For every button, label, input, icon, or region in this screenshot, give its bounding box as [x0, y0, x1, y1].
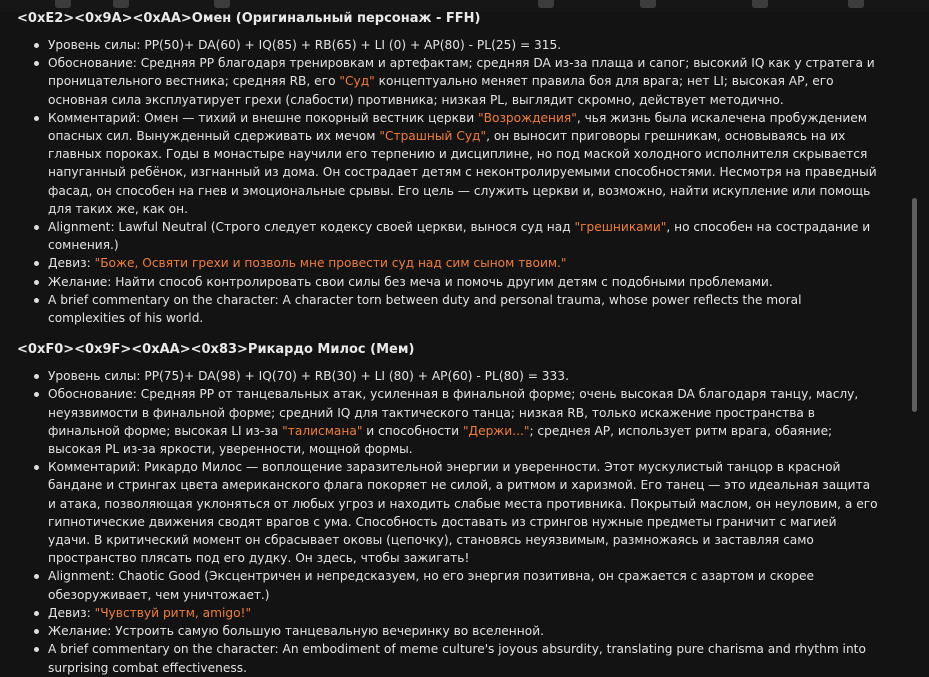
scrollbar-thumb[interactable]: [912, 198, 917, 412]
list-item: [48, 567, 881, 603]
item-text: Обоснование: Средняя PP благодаря тренировкам и артефактам; средняя DA из-за плаща и сапог; высокий IQ как у стратега и проницательного вестника; средняя RB, его: [48, 56, 875, 89]
section-title-ricardo: <0xF0><0x9F><0xAA><0x83>Рикардо Милос (Мем): [17, 342, 415, 358]
list-item: [48, 54, 881, 109]
item-text: Уровень силы: PP(50)+ DA(60) + IQ(85) + RB(65) + LI (0) + AP(80) - PL(25) = 315.: [48, 38, 562, 52]
list-item: [48, 36, 881, 54]
list-item: [48, 218, 881, 254]
list-item: [48, 640, 881, 676]
omen-list: [17, 36, 881, 327]
item-text: Комментарий: Омен — тихий и внешне покорный вестник церкви: [48, 110, 479, 125]
item-text: ; среднея AP, использует ритм врага, обаяние; высокая PL из-за яркости, уверенности, мощной формы.: [48, 423, 833, 457]
highlighted-text: "Суд": [339, 74, 375, 89]
item-text: Девиз:: [48, 605, 95, 620]
list-item: [48, 385, 881, 458]
item-text: , чья жизнь была искалечена пробуждением опасных сил. Вынужденный сдерживать их мечом: [48, 110, 867, 144]
list-item: [48, 291, 881, 327]
item-text: Alignment: Lawful Neutral (Строго следует кодексу своей церкви, вынося суд над: [48, 220, 575, 235]
message-content: [17, 8, 881, 677]
list-item: [48, 622, 881, 640]
toolbar-icon-6[interactable]: [752, 0, 768, 8]
ricardo-list: [17, 367, 881, 676]
item-text: Комментарий: Рикардо Милос — воплощение заразительной энергии и уверенности. Этот мускулистый танцор в красной бандане и стрингах цвета американского флага покоряет не силой, а ритмом и харизмой. Его танец — это идеальная защита и атака, позволяющая уклоняться от любых угроз и находить слабые места противника. Покрытый маслом, он неуловим, а его гипнотические движения сводят врагов с ума. Способность доставать из стрингов нужные предметы граничит с магией удачи. В критический момент он сбрасывает оковы (цепочку), становясь неуязвимым, размножаясь и заставляя само пространство плясать под его дудку. Он здесь, чтобы зажигать!: [48, 460, 878, 566]
item-text: концептуально меняет правила боя для врага; нет LI; высокая AP, его основная сила эксплуатирует грехи (слабости) противника; низкая PL, выглядит скромно, действует методично.: [48, 74, 834, 107]
highlighted-text: "Чувствуй ритм, amigo!": [94, 605, 252, 620]
scrollbar-track[interactable]: [915, 12, 929, 641]
highlighted-text: "Страшный Суд": [379, 129, 487, 144]
list-item: [48, 254, 881, 272]
toolbar-icon-4[interactable]: [538, 0, 554, 8]
list-item: [48, 367, 881, 385]
toolbar-icon-3[interactable]: [214, 0, 230, 8]
item-text: Девиз:: [48, 256, 95, 271]
highlighted-text: "грешниками": [574, 220, 667, 235]
item-text: A brief commentary on the character: An embodiment of meme culture's joyous absurdity, translating pure charisma and rhythm into surprising combat effectiveness.: [48, 642, 866, 675]
highlighted-text: "талисмана": [282, 423, 363, 438]
highlighted-text: "Возрождения": [478, 110, 577, 125]
item-text: Желание: Найти способ контролировать свои силы без меча и помочь другим детям с подобными проблемами.: [48, 274, 773, 289]
list-item: [48, 109, 881, 218]
item-text: и способности: [362, 423, 463, 438]
item-text: Обоснование: Средняя PP от танцевальных атак, усиленная в финальной форме; очень высокая DA благодаря танцу, маслу, неуязвимости в финальной форме; средний IQ для тактического танца; низкая RB, только искажение пространства в финальной форме; высокая LI из-за: [48, 387, 859, 438]
item-text: Уровень силы: PP(75)+ DA(98) + IQ(70) + RB(30) + LI (80) + AP(60) - PL(80) = 333.: [48, 369, 569, 384]
item-text: , он выносит приговоры грешникам, основываясь на их главных пороках. Годы в монастыре научили его терпению и дисциплине, но под маской холодного исполнителя скрывается напуганный ребёнок, изгнанный из дома. Он сострадает детям с неконтролируемыми способностями. Несмотря на праведный фасад, он способен на гнев и эмоциональные срывы. Его цель — служить церкви и, возможно, найти искупление или помощь для таких же, как он.: [48, 129, 877, 216]
highlighted-text: "Боже, Освяти грехи и позволь мне провести суд над сим сыном твоим.": [94, 256, 567, 271]
toolbar-icon-1[interactable]: [55, 0, 71, 8]
list-item: [48, 604, 881, 622]
item-text: Желание: Устроить самую большую танцевальную вечеринку во вселенной.: [48, 624, 544, 639]
toolbar-icon-2[interactable]: [113, 0, 129, 8]
item-text: Alignment: Chaotic Good (Эксцентричен и непредсказуем, но его энергия позитивна, он сражается с азартом и скорее обезоруживает, чем уничтожает.): [48, 569, 814, 602]
item-text: A brief commentary on the character: A character torn between duty and personal trauma, whose power reflects the moral complexities of his world.: [48, 292, 802, 326]
toolbar-icon-5[interactable]: [640, 0, 656, 8]
list-item: [48, 458, 881, 567]
highlighted-text: "Держи...": [462, 423, 530, 438]
item-text: , но способен на сострадание и сомнения.): [48, 220, 871, 253]
toolbar-icon-7[interactable]: [848, 0, 864, 8]
list-item: [48, 273, 881, 291]
section-title-omen: <0xE2><0x9A><0xAA>Омен (Оригинальный персонаж - FFH): [17, 11, 481, 26]
